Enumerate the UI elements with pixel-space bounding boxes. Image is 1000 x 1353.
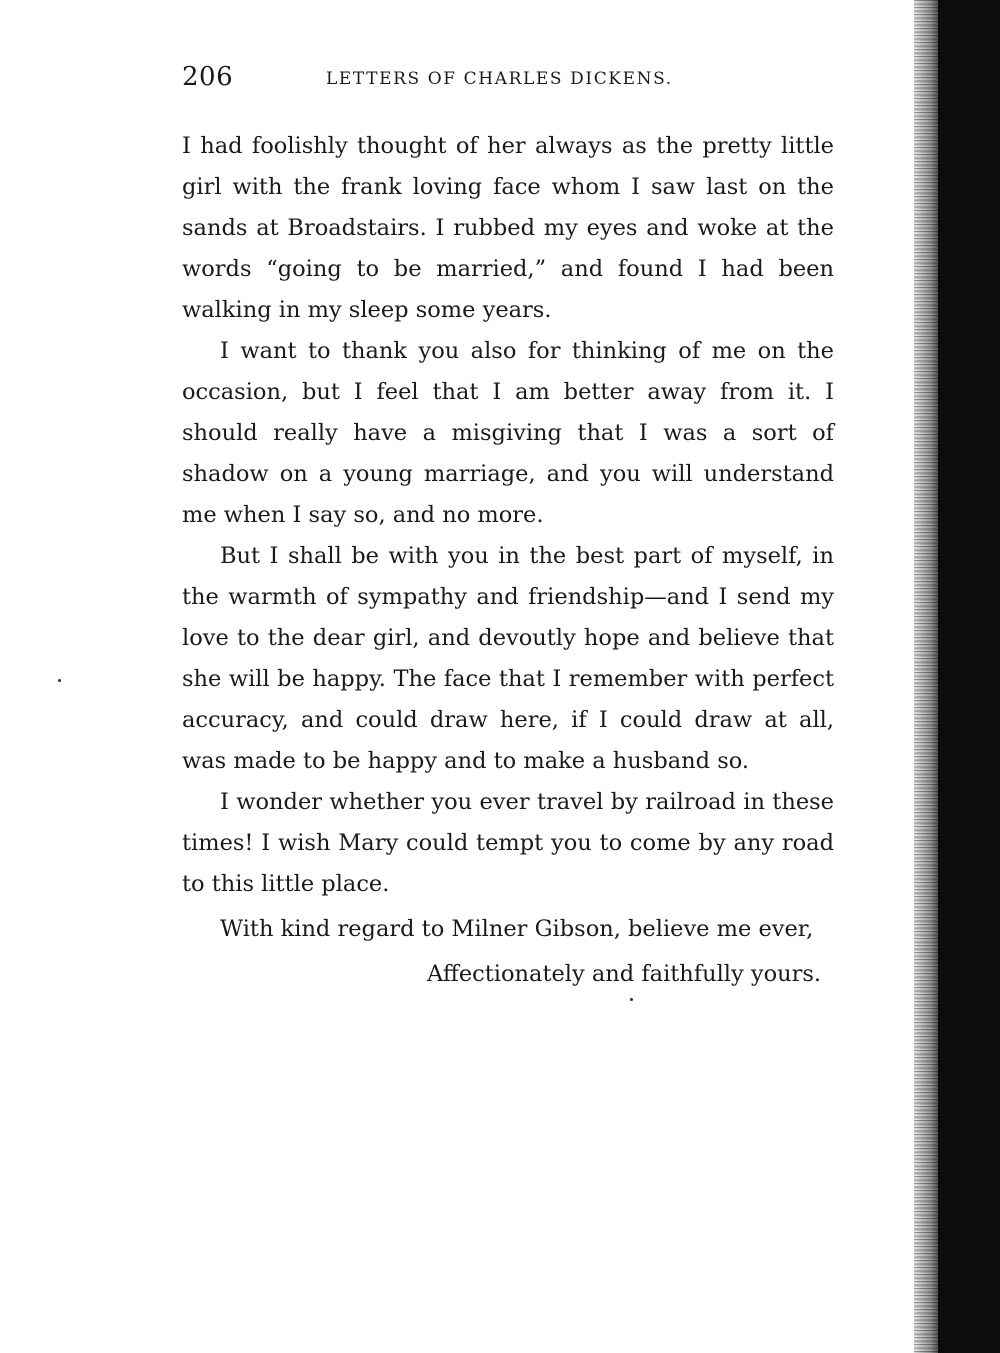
paragraph-2: I want to thank you also for thinking of me on the occasion, but I feel that I am better away from it. I should really have a misgiving that I was a sort of shadow on a young marriage, and you will understand me when I say so, and no more.: [182, 338, 834, 528]
letter-signature: Affectionately and faithfully yours.: [427, 961, 822, 987]
letter-closing: With kind regard to Milner Gibson, believe me ever,: [220, 916, 814, 942]
gutter-dark-band: [938, 0, 1000, 1353]
paragraph-1: I had foolishly thought of her always as the pretty little girl with the frank loving face whom I saw last on the sands at Broadstairs. I rubbed my eyes and woke at the words “going to be married,” and found I had been walking in my sleep some years.: [182, 133, 834, 323]
paragraph-4: I wonder whether you ever travel by railroad in these times! I wish Mary could tempt you to come by any road to this little place.: [182, 789, 834, 897]
letter-body: [182, 126, 834, 995]
scan-speck: [58, 679, 61, 682]
page-number: 206: [182, 62, 234, 92]
paragraph-3: But I shall be with you in the best part of myself, in the warmth of sympathy and friendship—and I send my love to the dear girl, and devoutly hope and believe that she will be happy. The face that I remember with perfect accuracy, and could draw here, if I could draw at all, was made to be happy and to make a husband so.: [182, 543, 834, 774]
running-head: LETTERS OF CHARLES DICKENS.: [326, 69, 673, 89]
scan-speck: [630, 998, 633, 1001]
page-header: [182, 62, 832, 96]
binding-gutter-shadow: [910, 0, 1000, 1353]
